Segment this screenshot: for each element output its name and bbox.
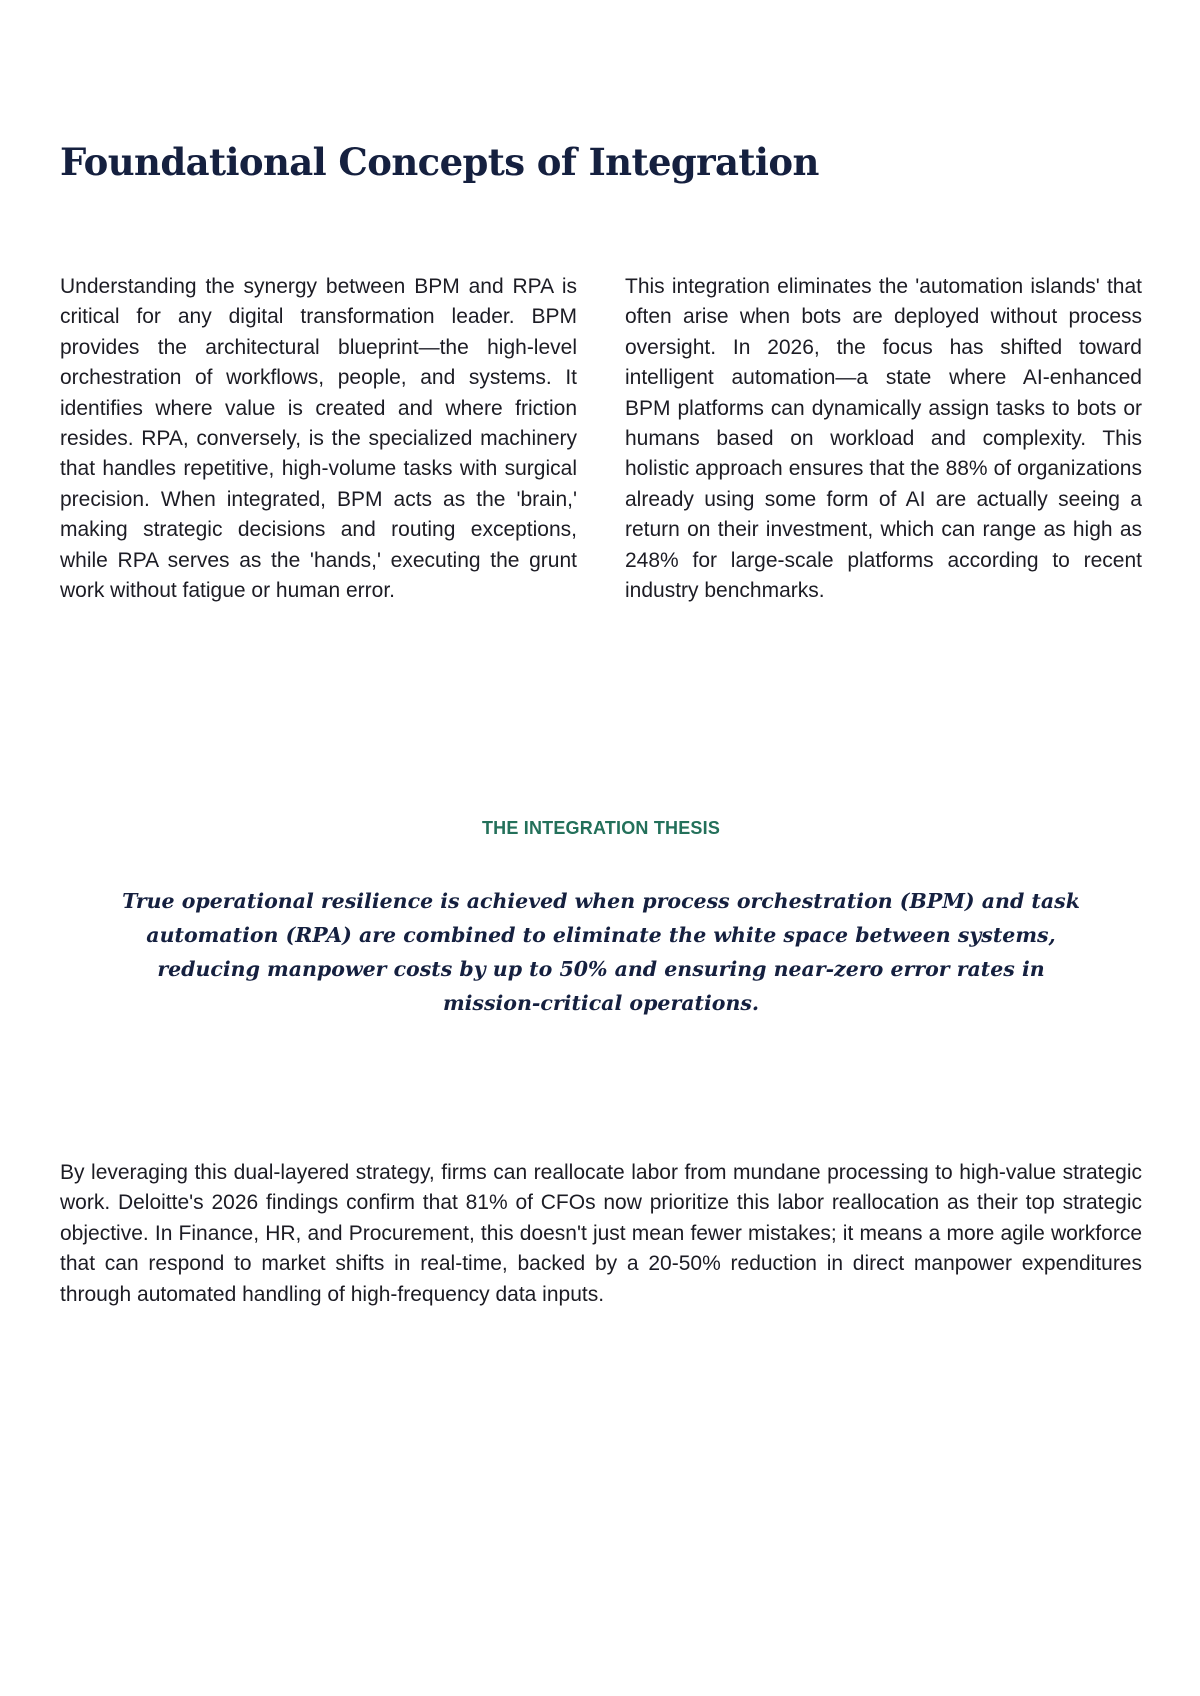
closing-paragraph: By leveraging this dual-layered strategy, firms can reallocate labor from mundane processing to high-value strategic work. Deloitte's 2026 findings confirm that 81% of CFOs now prioritize this labor reallocation as their top strategic objective. In Finance, HR, and Procurement, this doesn't just mean fewer mistakes; it means a more agile workforce that can respond to market shifts in real-time, backed by a 20-50% reduction in direct manpower expenditures through automated handling of high-frequency data inputs. xyxy=(60,1161,1142,1306)
document-page xyxy=(60,0,1142,1696)
left-column-paragraph: Understanding the synergy between BPM and RPA is critical for any digital transformation leader. BPM provides the architectural blueprint—the high-level orchestration of workflows, people, and systems. It identifies where value is created and where friction resides. RPA, conversely, is the specialized machinery that handles repetitive, high-volume tasks with surgical precision. When integrated, BPM acts as the 'brain,' making strategic decisions and routing exceptions, while RPA serves as the 'hands,' executing the grunt work without fatigue or human error. xyxy=(60,275,577,603)
right-column-paragraph: This integration eliminates the 'automation islands' that often arise when bots are deployed without process oversight. In 2026, the focus has shifted toward intelligent automation—a state where AI-enhanced BPM platforms can dynamically assign tasks to bots or humans based on workload and complexity. This holistic approach ensures that the 88% of organizations already using some form of AI are actually seeing a return on their investment, which can range as high as 248% for large-scale platforms according to recent industry benchmarks. xyxy=(625,275,1142,603)
page-title: Foundational Concepts of Integration xyxy=(60,140,819,184)
thesis-label: THE INTEGRATION THESIS xyxy=(481,818,721,838)
thesis-quote: True operational resilience is achieved when process orchestration (BPM) and task automation (RPA) are combined to eliminate the white space between systems, reducing manpower costs by up to 50% and ensuring near-zero error rates in mission-critical operations. xyxy=(122,889,1080,1015)
two-column-body xyxy=(60,272,1142,606)
